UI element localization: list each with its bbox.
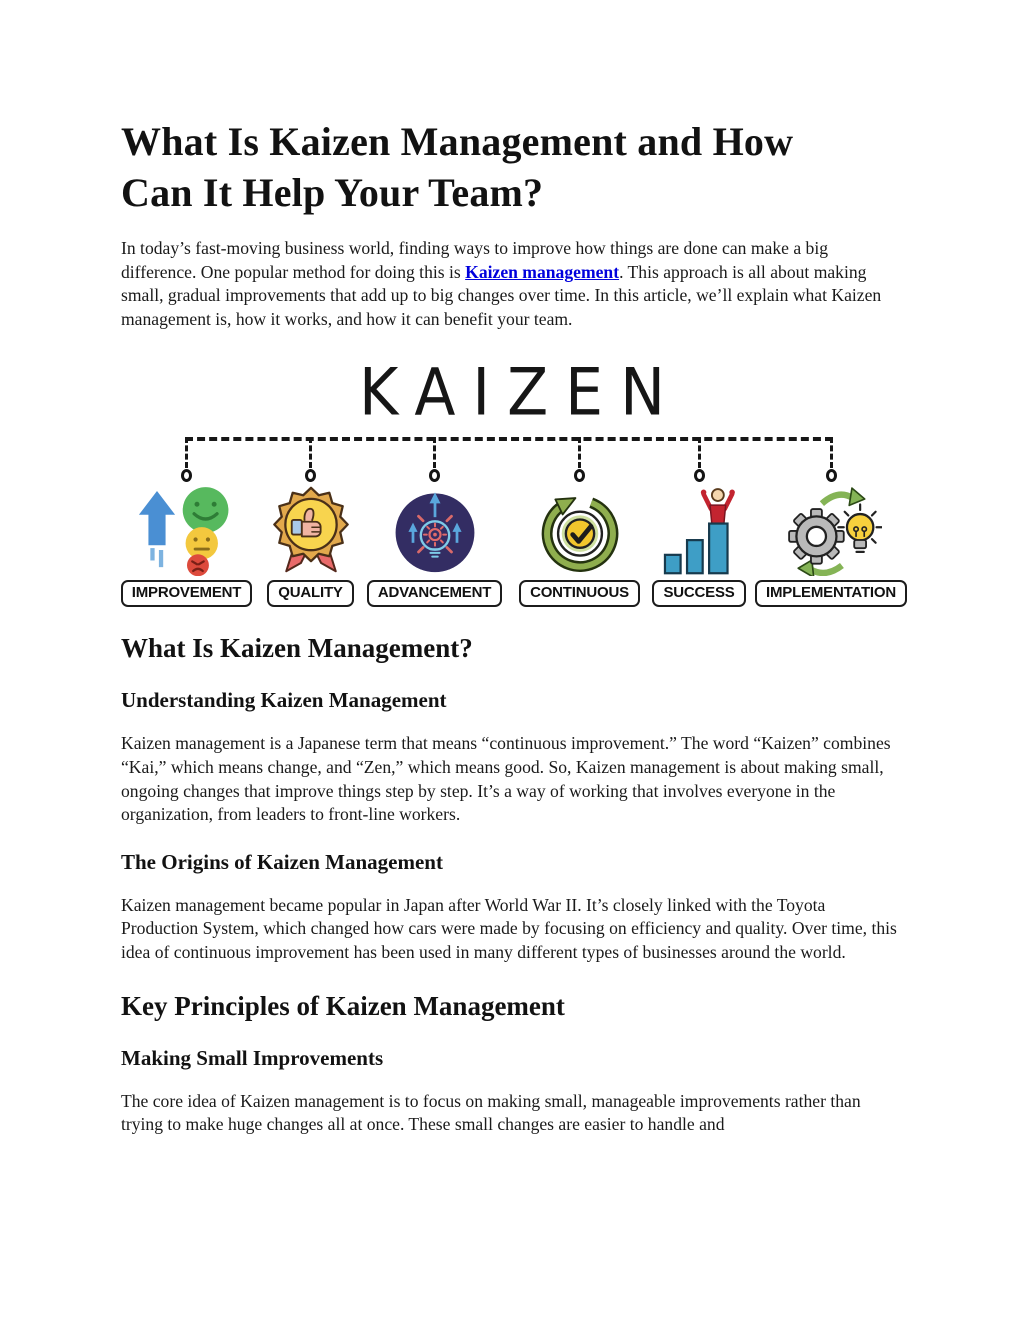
intro-paragraph — [121, 237, 903, 331]
dashed-drop-line — [698, 437, 701, 468]
dashed-drop-line — [578, 437, 581, 468]
quality-medal-icon — [267, 484, 355, 576]
implementation-label: IMPLEMENTATION — [755, 580, 907, 607]
connector-node — [305, 469, 316, 482]
subsection-heading-origins: The Origins of Kaizen Management — [121, 849, 443, 874]
diagram-column-quality — [272, 437, 349, 607]
advancement-label: ADVANCEMENT — [367, 580, 502, 607]
implementation-gear-bulb-icon — [780, 484, 882, 576]
page-title — [121, 116, 903, 218]
subsection-heading-understanding: Understanding Kaizen Management — [121, 688, 447, 713]
intro-text-after-link: . This approach is all about making small, gradual improvements that add up to big changes over time. In this article, we’ll explain what Kaizen management is, how it works, and how it can benefit your team. — [121, 261, 882, 329]
dashed-drop-line — [830, 437, 833, 468]
connector-node — [694, 469, 705, 482]
diagram-column-continuous — [520, 437, 639, 607]
connector-node — [181, 469, 192, 482]
connector-node — [826, 469, 837, 482]
diagram-column-advancement — [369, 437, 500, 607]
kaizen-word: KAIZEN — [359, 355, 682, 432]
section-heading: Key Principles of Kaizen Management — [121, 990, 565, 1021]
dashed-connector-line — [185, 437, 833, 441]
connector-node — [429, 469, 440, 482]
intro-text-before-link: In today’s fast-moving business world, finding ways to improve how things are done can make a big difference. One popular method for doing this is — [121, 238, 829, 282]
dashed-drop-line — [309, 437, 312, 468]
diagram-column-improvement — [121, 437, 252, 607]
section-what-is-kaizen — [121, 631, 903, 964]
paragraph-understanding: Kaizen management is a Japanese term that means “continuous improvement.” The word “Kaizen” combines “Kai,” which means change, and “Zen,” which means good. So, Kaizen management is about making small, ongoing changes that improve things step by step. It’s a way of working that involves everyone in the organization, from leaders to front-line workers. — [121, 733, 891, 825]
diagram-column-success — [659, 437, 739, 607]
advancement-bulb-gear-icon — [391, 484, 479, 576]
dashed-drop-line — [433, 437, 436, 468]
kaizen-management-link[interactable]: Kaizen management — [465, 261, 620, 282]
subsection-heading-small-improvements: Making Small Improvements — [121, 1045, 384, 1070]
diagram-column-implementation — [759, 437, 903, 607]
paragraph-origins: Kaizen management became popular in Japan after World War II. It’s closely linked with the Toyota Production System, which changed how cars were made by focusing on efficiency and quality. Over time, this idea of continuous improvement has been used in many different types of businesses around the world. — [121, 894, 897, 962]
quality-label: QUALITY — [267, 580, 353, 607]
continuous-cycle-check-icon — [538, 484, 622, 576]
success-label: SUCCESS — [652, 580, 745, 607]
continuous-label: CONTINUOUS — [519, 580, 640, 607]
section-heading: What Is Kaizen Management? — [121, 633, 473, 664]
section-key-principles — [121, 989, 903, 1137]
kaizen-infographic — [121, 357, 903, 607]
page-title-line-2: Can It Help Your Team? — [121, 170, 544, 215]
improvement-icon — [137, 484, 237, 576]
paragraph-small-improvements: The core idea of Kaizen management is to focus on making small, manageable improvements rather than trying to make huge changes all at once. These small changes are easier to handle and — [121, 1090, 861, 1135]
connector-node — [574, 469, 585, 482]
success-person-bars-icon — [659, 484, 739, 576]
dashed-drop-line — [185, 437, 188, 468]
kaizen-diagram — [121, 437, 903, 607]
improvement-label: IMPROVEMENT — [121, 580, 252, 607]
page-title-line-1: What Is Kaizen Management and How — [121, 119, 794, 164]
